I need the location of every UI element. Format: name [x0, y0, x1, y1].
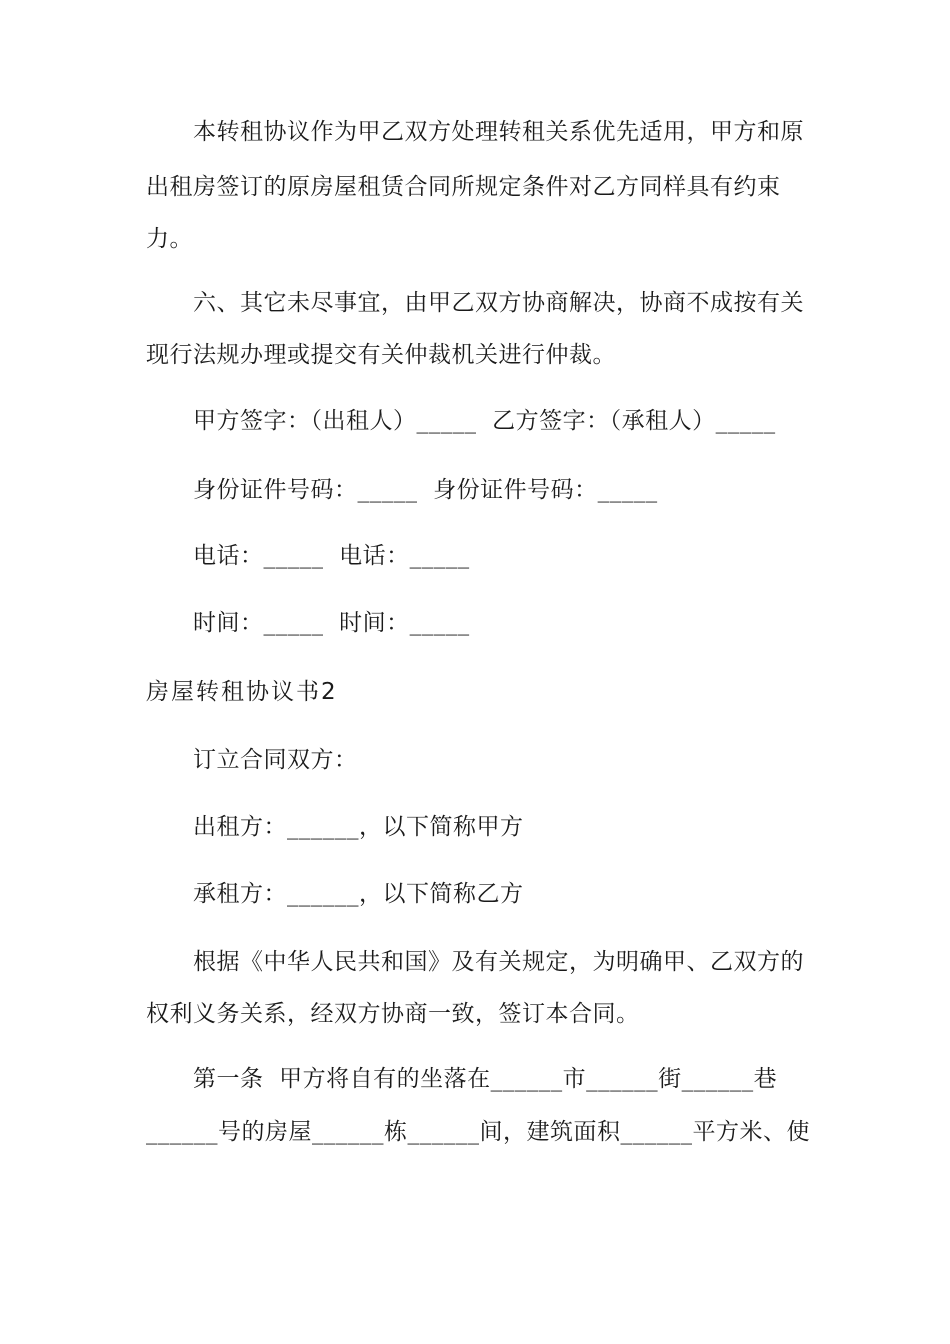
paragraph-clause-six-line-2: 现行法规办理或提交有关仲裁机关进行仲裁。: [146, 342, 616, 368]
paragraph-sublease-priority-line-2: 出租房签订的原房屋租赁合同所规定条件对乙方同样具有约束: [146, 174, 781, 200]
id-number-line: 身份证件号码：_____ 身份证件号码：_____: [193, 477, 658, 503]
article-one-line-2: ______号的房屋______栋______间，建筑面积______平方米、使: [146, 1119, 810, 1145]
signature-line: 甲方签字：（出租人）_____ 乙方签字：（承租人）_____: [193, 408, 776, 434]
phone-line: 电话：_____ 电话：_____: [193, 543, 470, 569]
lessee-line: 承租方：______，以下简称乙方: [193, 881, 524, 907]
parties-intro: 订立合同双方：: [193, 747, 358, 773]
paragraph-clause-six-line-1: 六、其它未尽事宜，由甲乙双方协商解决，协商不成按有关: [193, 290, 804, 316]
basis-paragraph-line-2: 权利义务关系，经双方协商一致，签订本合同。: [146, 1001, 640, 1027]
section-title: 房屋转租协议书2: [146, 679, 338, 705]
time-line: 时间：_____ 时间：_____: [193, 610, 470, 636]
lessor-line: 出租方：______，以下简称甲方: [193, 814, 524, 840]
article-one-line-1: 第一条 甲方将自有的坐落在______市______街______巷: [193, 1066, 778, 1092]
basis-paragraph-line-1: 根据《中华人民共和国》及有关规定，为明确甲、乙双方的: [193, 949, 804, 975]
paragraph-sublease-priority-line-1: 本转租协议作为甲乙双方处理转租关系优先适用，甲方和原: [193, 119, 804, 145]
paragraph-sublease-priority-line-3: 力。: [146, 226, 193, 252]
